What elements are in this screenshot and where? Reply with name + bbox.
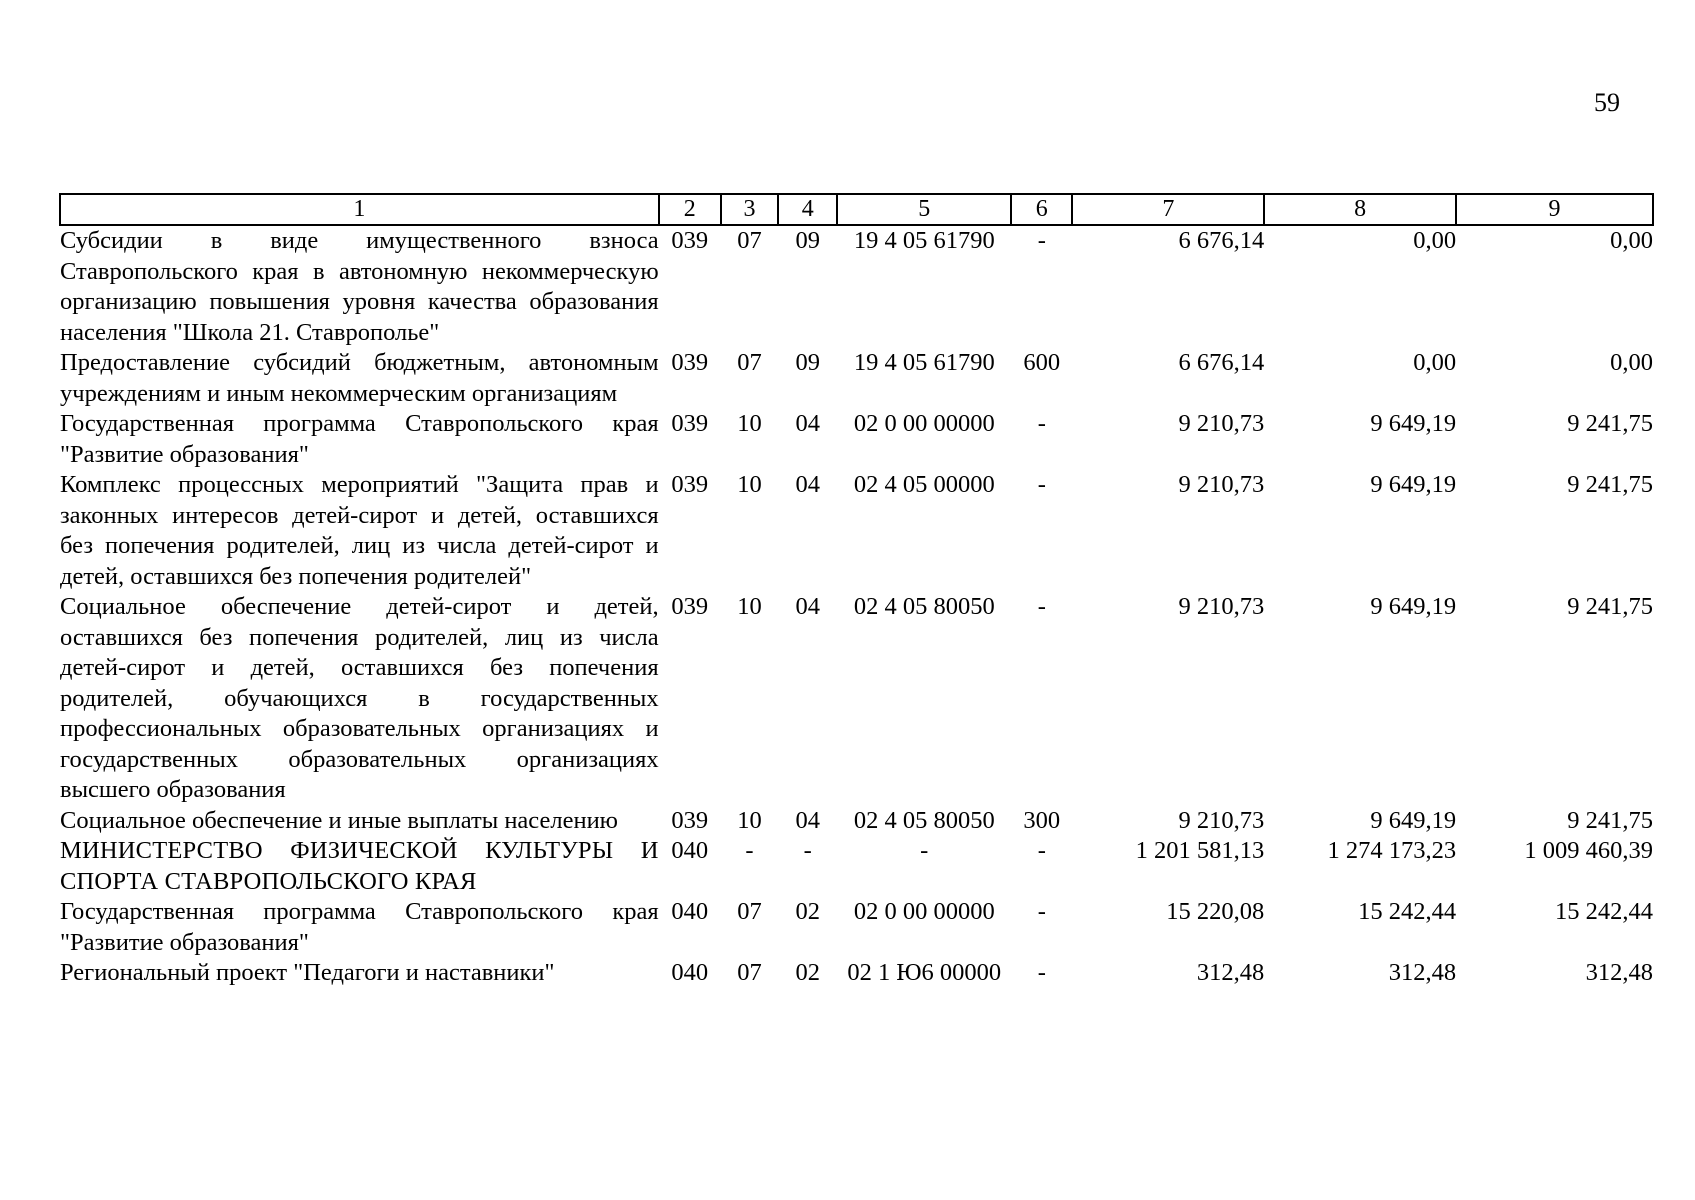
- row-expense-type: -: [1037, 410, 1046, 437]
- row-amount-9: 1 009 460,39: [1524, 837, 1653, 864]
- row-target-article: 02 4 05 80050: [853, 593, 995, 620]
- row-ministry-code: 039: [671, 471, 709, 498]
- header-col-1: 1: [60, 194, 659, 225]
- row-amount-8: 9 649,19: [1370, 471, 1457, 498]
- table-row: [60, 348, 1653, 409]
- row-amount-7: 9 210,73: [1178, 410, 1265, 437]
- row-subsection: 09: [795, 227, 821, 254]
- table-row: [60, 409, 1653, 470]
- row-amount-9: 0,00: [1610, 227, 1653, 254]
- row-name: Комплекс процессных мероприятий "Защита прав и законных интересов детей-сирот и детей, оставшихся без попечения родителей, лиц из числа детей-сирот и детей, оставшихся без попечения родителей": [60, 471, 659, 590]
- row-section: 10: [737, 410, 762, 437]
- row-subsection: -: [803, 837, 812, 864]
- row-name: Государственная программа Ставропольского края "Развитие образования": [60, 898, 659, 956]
- row-amount-9: 9 241,75: [1567, 471, 1653, 498]
- table-row: [60, 225, 1653, 348]
- row-section: 10: [737, 471, 762, 498]
- row-expense-type: 600: [1023, 349, 1061, 376]
- row-subsection: 04: [795, 410, 821, 437]
- row-section: 07: [737, 349, 762, 376]
- row-ministry-code: 040: [671, 959, 709, 986]
- row-ministry-code: 039: [671, 593, 709, 620]
- row-name: Предоставление субсидий бюджетным, автономным учреждениям и иным некоммерческим организациям: [60, 349, 659, 407]
- row-section: 07: [737, 898, 762, 925]
- row-ministry-code: 039: [671, 410, 709, 437]
- row-expense-type: -: [1037, 471, 1046, 498]
- page-number: 59: [1594, 88, 1620, 117]
- header-col-4: 4: [778, 194, 837, 225]
- row-expense-type: -: [1037, 593, 1046, 620]
- header-col-5: 5: [837, 194, 1011, 225]
- row-amount-7: 9 210,73: [1178, 471, 1265, 498]
- row-target-article: 19 4 05 61790: [853, 227, 995, 254]
- row-subsection: 09: [795, 349, 821, 376]
- row-section: 10: [737, 806, 762, 834]
- row-amount-8: 15 242,44: [1358, 898, 1457, 925]
- row-ministry-code: 039: [671, 227, 709, 254]
- row-amount-9: 9 241,75: [1567, 410, 1653, 437]
- row-subsection: 04: [795, 806, 821, 834]
- row-ministry-code: 039: [671, 806, 709, 834]
- row-subsection: 04: [795, 593, 821, 620]
- row-amount-8: 0,00: [1413, 349, 1457, 376]
- row-expense-type: 300: [1023, 806, 1061, 834]
- row-target-article: -: [920, 837, 929, 864]
- table-row: [60, 470, 1653, 592]
- header-col-3: 3: [721, 194, 778, 225]
- row-section: 10: [737, 593, 762, 620]
- row-amount-8: 1 274 173,23: [1327, 837, 1457, 864]
- table-row: [60, 836, 1653, 897]
- row-amount-9: 312,48: [1585, 959, 1653, 986]
- row-expense-type: -: [1037, 227, 1046, 254]
- row-name: МИНИСТЕРСТВО ФИЗИЧЕСКОЙ КУЛЬТУРЫ И СПОРТА СТАВРОПОЛЬСКОГО КРАЯ: [60, 837, 659, 895]
- row-target-article: 02 0 00 00000: [853, 410, 995, 437]
- row-name: Социальное обеспечение и иные выплаты населению: [60, 806, 618, 834]
- row-amount-9: 15 242,44: [1555, 898, 1653, 925]
- row-amount-7: 9 210,73: [1178, 593, 1265, 620]
- row-name: Региональный проект "Педагоги и наставники": [60, 959, 555, 986]
- row-section: -: [745, 837, 754, 864]
- row-expense-type: -: [1037, 898, 1046, 925]
- row-amount-7: 312,48: [1196, 959, 1265, 986]
- table-row: [60, 592, 1653, 806]
- row-amount-8: 9 649,19: [1370, 593, 1457, 620]
- row-amount-8: 9 649,19: [1370, 806, 1457, 834]
- table-row: [60, 958, 1653, 989]
- row-subsection: 02: [795, 898, 821, 925]
- header-col-9: 9: [1456, 194, 1653, 225]
- row-subsection: 02: [795, 959, 821, 986]
- header-col-7: 7: [1072, 194, 1264, 225]
- header-row: [60, 194, 1653, 225]
- header-col-2: 2: [659, 194, 721, 225]
- row-ministry-code: 040: [671, 898, 709, 925]
- row-amount-8: 9 649,19: [1370, 410, 1457, 437]
- header-col-6: 6: [1011, 194, 1072, 225]
- row-target-article: 02 1 Ю6 00000: [847, 959, 1002, 986]
- row-name: Государственная программа Ставропольского края "Развитие образования": [60, 410, 659, 468]
- row-section: 07: [737, 959, 762, 986]
- table-row: [60, 897, 1653, 958]
- row-target-article: 02 0 00 00000: [853, 898, 995, 925]
- row-amount-9: 9 241,75: [1567, 593, 1653, 620]
- row-amount-7: 1 201 581,13: [1135, 837, 1265, 864]
- row-amount-7: 6 676,14: [1178, 227, 1265, 254]
- row-name: Субсидии в виде имущественного взноса Ставропольского края в автономную некоммерческую организацию повышения уровня качества образования населения "Школа 21. Ставрополье": [60, 227, 659, 346]
- row-ministry-code: 039: [671, 349, 709, 376]
- row-amount-9: 0,00: [1610, 349, 1653, 376]
- row-amount-7: 9 210,73: [1178, 806, 1265, 834]
- budget-table: [59, 193, 1654, 989]
- table-row: [60, 806, 1653, 837]
- row-target-article: 02 4 05 80050: [853, 806, 995, 834]
- row-section: 07: [737, 227, 762, 254]
- row-amount-9: 9 241,75: [1567, 806, 1653, 834]
- row-subsection: 04: [795, 471, 821, 498]
- row-ministry-code: 040: [671, 837, 709, 864]
- row-target-article: 02 4 05 00000: [853, 471, 995, 498]
- row-amount-7: 6 676,14: [1178, 349, 1265, 376]
- row-name: Социальное обеспечение детей-сирот и детей, оставшихся без попечения родителей, лиц из числа детей-сирот и детей, оставшихся без попечения родителей, обучающихся в государственных профессиональных образовательных организациях и государственных образовательных организациях высшего образования: [60, 593, 659, 803]
- row-expense-type: -: [1037, 837, 1046, 864]
- header-col-8: 8: [1264, 194, 1456, 225]
- row-expense-type: -: [1037, 959, 1046, 986]
- row-target-article: 19 4 05 61790: [853, 349, 995, 376]
- row-amount-7: 15 220,08: [1166, 898, 1265, 925]
- row-amount-8: 0,00: [1413, 227, 1457, 254]
- row-amount-8: 312,48: [1388, 959, 1457, 986]
